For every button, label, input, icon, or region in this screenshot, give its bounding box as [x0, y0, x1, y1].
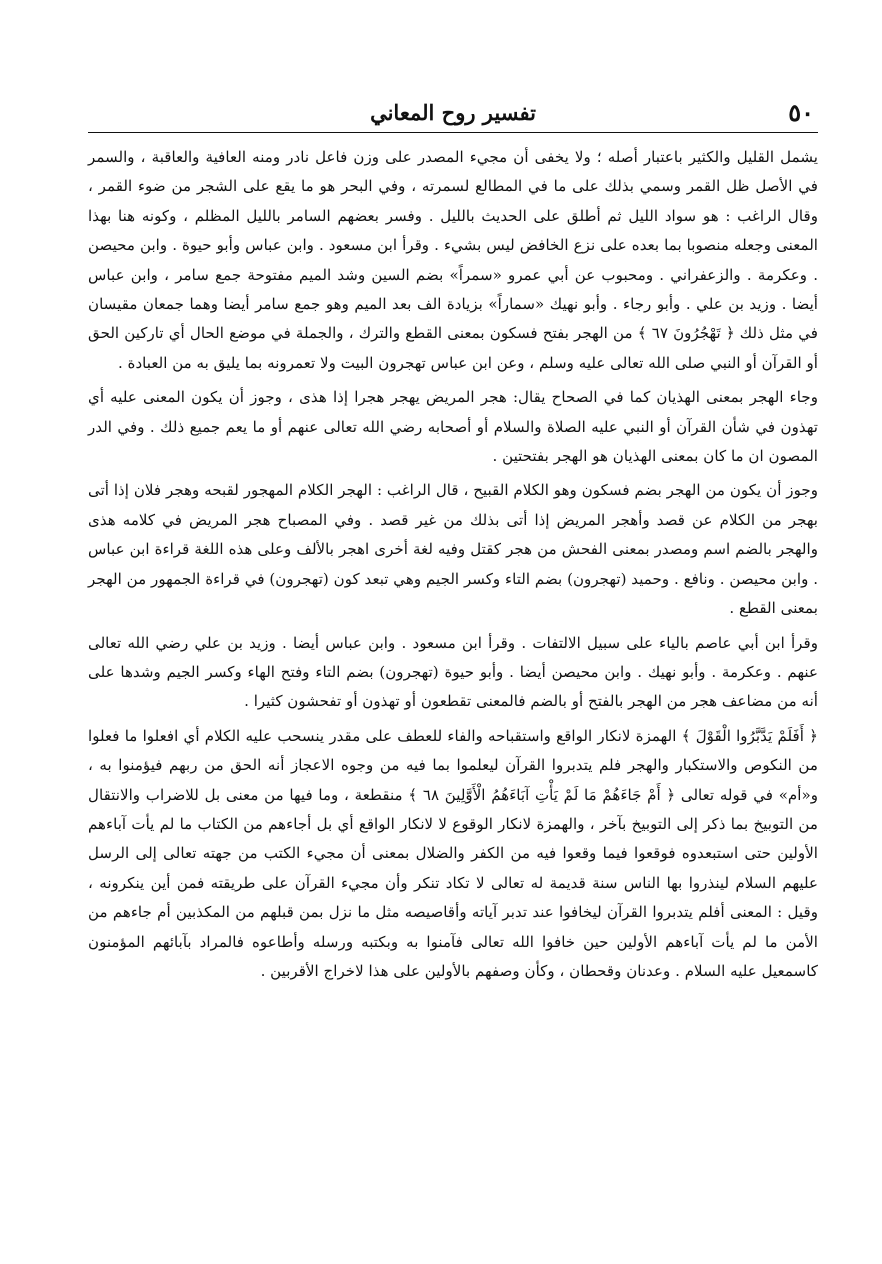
body-text	[88, 143, 818, 986]
book-page	[88, 96, 818, 1236]
paragraph: وقرأ ابن أبي عاصم بالياء على سبيل الالتفات . وقرأ ابن مسعود . وابن عباس أيضا . وزيد بن علي رضي الله تعالى عنهم . وعكرمة . وأبو نهيك . وابن محيصن أيضا . وأبو حيوة (تهجرون) بضم التاء وفتح الهاء وكسر الجيم وشدها على أنه من مضاعف هجر من الهجر بالفتح أو بالضم فالمعنى تقطعون أو تهذون أو تفحشون كثيرا .	[88, 633, 818, 711]
page-number: ٥٠	[788, 98, 814, 127]
paragraph: يشمل القليل والكثير باعتبار أصله ؛ ولا يخفى أن مجيء المصدر على وزن فاعل نادر ومنه العافية والعاقبة ، والسمر في الأصل ظل القمر وسمي بذلك على ما في المطالع لسمرته ، وفي البحر هو ما يقع على الشجر من ضوء القمر ، وقال الراغب : هو سواد الليل ثم أطلق على الحديث بالليل . وفسر بعضهم السامر بالليل المظلم ، وكونه هنا بهذا المعنى وجعله منصوبا بما بعده على نزع الخافض ليس بشيء . وقرأ ابن مسعود . وابن عباس وأبو حيوة . وابن محيصن . وعكرمة . والزعفراني . ومحبوب عن أبي عمرو «سمراً» بضم السين وشد الميم مفتوحة جمع سامر ، وابن عباس أيضا . وزيد بن علي . وأبو رجاء . وأبو نهيك «سماراً» بزيادة الف بعد الميم وهو جمع سامر أيضا وهما جمعان مقيسان في مثل ذلك ﴿ تَهْجُرُونَ ٦٧ ﴾ من الهجر بفتح فسكون بمعنى القطع والترك ، والجملة في موضع الحال أي تاركين الحق أو القرآن أو النبي صلى الله تعالى عليه وسلم ، وعن ابن عباس تهجرون البيت ولا تعمرونه بما يليق به من العبادة .	[88, 148, 818, 372]
page-header	[88, 96, 818, 133]
paragraph: وجوز أن يكون من الهجر بضم فسكون وهو الكلام القبيح ، قال الراغب : الهجر الكلام المهجور لقبحه وهجر فلان إذا أتى بهجر من الكلام عن قصد وأهجر المريض إذا أتى بذلك من غير قصد . وفي المصباح هجر المريض في كلامه هذى والهجر بالضم اسم ومصدر بمعنى الفحش من هجر كقتل وفيه لغة أخرى اهجر بالألف وعلى هذه اللغة قراءة ابن عباس . وابن محيصن . ونافع . وحميد (تهجرون) بضم التاء وكسر الجيم وهي تبعد كون (تهجرون) في قراءة الجمهور من الهجر بمعنى القطع .	[88, 481, 818, 618]
paragraph: وجاء الهجر بمعنى الهذيان كما في الصحاح يقال: هجر المريض يهجر هجرا إذا هذى ، وجوز أن يكون المعنى عليه أي تهذون في شأن القرآن أو النبي عليه الصلاة والسلام أو أصحابه رضي الله تعالى عنهم أو ما يعم جميع ذلك . وفي الدر المصون ان ما كان بمعنى الهذيان هو الهجر بفتحتين .	[88, 388, 818, 466]
paragraph: ﴿ أَفَلَمْ يَدَّبَّرُوا الْقَوْلَ ﴾ الهمزة لانكار الواقع واستقباحه والفاء للعطف على مقدر ينسحب عليه الكلام أي افعلوا ما فعلوا من النكوص والاستكبار والهجر فلم يتدبروا القرآن ليعلموا بما فيه من وجوه الاعجاز أنه الحق من ربهم فيؤمنوا به ، و«أم» في قوله تعالى ﴿ أَمْ جَاءَهُمْ مَا لَمْ يَأْتِ آبَاءَهُمُ الْأَوَّلِينَ ٦٨ ﴾ منقطعة ، وما فيها من معنى بل للاضراب والانتقال من التوبيخ بما ذكر إلى التوبيخ بآخر ، والهمزة لانكار الوقوع لا لانكار الواقع أي بل أجاءهم من الكتاب ما لم يأت آباءهم الأولين حتى استبعدوه فوقعوا فيما وقعوا فيه من الكفر والضلال بمعنى أن مجيء الكتب من جهته تعالى إلى الرسل عليهم السلام لينذروا بها الناس سنة قديمة له تعالى لا تكاد تنكر وأن مجيء القرآن على طريقته فمن أين ينكرونه ، وقيل : المعنى أفلم يتدبروا القرآن ليخافوا عند تدبر آياته وأقاصيصه مثل ما نزل بمن قبلهم من المكذبين أم جاءهم من الأمن ما لم يأت آباءهم الأولين حين خافوا الله تعالى فآمنوا به وبكتبه ورسله وأطاعوه فالمراد بآبائهم المؤمنون كاسمعيل عليه السلام . وعدنان وقحطان ، وكأن وصفهم بالأولين على هذا لاخراج الأقربين .	[88, 726, 818, 980]
running-title: تفسير روح المعاني	[370, 100, 536, 125]
